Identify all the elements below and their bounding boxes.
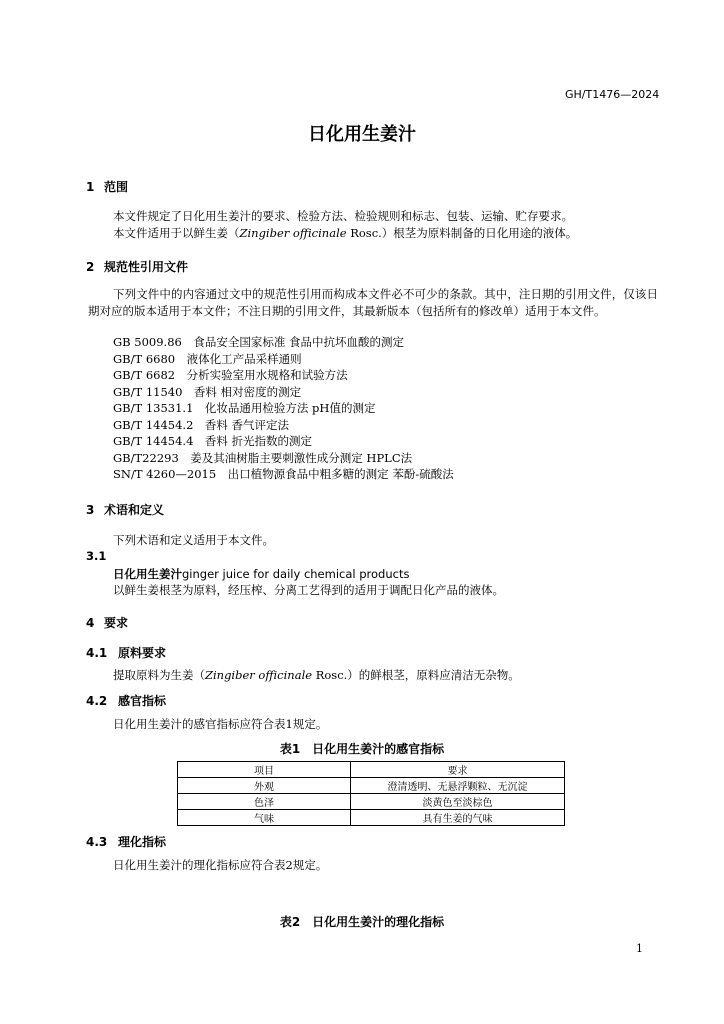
section-number: 3: [86, 503, 95, 517]
subsection-title: 理化指标: [118, 835, 167, 849]
subsection-4-2-heading: [86, 692, 166, 709]
table-header-cell: 要求: [351, 762, 565, 778]
table-cell: 澄清透明、无悬浮颗粒、无沉淀: [351, 778, 565, 794]
table-2-caption: 表2 日化用生姜汁的理化指标: [279, 915, 445, 929]
section-title: 范围: [104, 180, 129, 194]
subsection-4-1-heading: [86, 644, 166, 661]
subsection-number: 4.1: [86, 646, 108, 660]
physicochemical-paragraph: 日化用生姜汁的理化指标应符合表2规定。: [113, 858, 328, 872]
section-title: 规范性引用文件: [104, 260, 189, 274]
table-1-caption: 表1 日化用生姜汁的感官指标: [279, 742, 445, 756]
section-number: 2: [86, 260, 95, 274]
reference-item: GB/T 14454.4 香料 折光指数的测定: [113, 434, 313, 448]
terms-intro: 下列术语和定义适用于本文件。: [113, 533, 274, 547]
term-number: 3.1: [86, 549, 107, 563]
table-row: [178, 794, 565, 810]
reference-item: GB/T22293 姜及其油树脂主要刺激性成分测定 HPLC法: [113, 450, 413, 465]
table-cell: 色泽: [178, 794, 351, 810]
document-title: 日化用生姜汁: [308, 124, 416, 145]
table-header-cell: 项目: [178, 762, 351, 778]
term-english: ginger juice for daily chemical products: [182, 567, 410, 581]
table-cell: 外观: [178, 778, 351, 794]
table-cell: 气味: [178, 810, 351, 826]
table-row: [178, 810, 565, 826]
section-2-heading: [86, 258, 188, 275]
subsection-title: 感官指标: [118, 694, 167, 708]
section-number: 1: [86, 180, 95, 194]
term-entry: [113, 566, 409, 582]
section-title: 要求: [104, 616, 129, 630]
subsection-number: 4.2: [86, 694, 108, 708]
term-chinese: 日化用生姜汁: [113, 567, 182, 581]
sensory-paragraph: 日化用生姜汁的感官指标应符合表1规定。: [113, 717, 328, 731]
term-definition: 以鲜生姜根茎为原料，经压榨、分离工艺得到的适用于调配日化产品的液体。: [113, 583, 504, 597]
reference-item: GB/T 14454.2 香料 香气评定法: [113, 417, 290, 432]
table-cell: 淡黄色至淡棕色: [351, 794, 565, 810]
subsection-title: 原料要求: [118, 646, 167, 660]
reference-list: [113, 334, 454, 483]
section-1-heading: [86, 178, 128, 195]
table-header-row: [178, 762, 565, 778]
reference-item: GB/T 6682 分析实验室用水规格和试验方法: [113, 368, 348, 382]
subsection-number: 4.3: [86, 835, 108, 849]
section-number: 4: [86, 616, 95, 630]
raw-material-paragraph: 提取原料为生姜（Zingiber officinale Rosc.）的鲜根茎，原料应清洁无杂物。: [113, 668, 520, 682]
reference-item: GB 5009.86 食品安全国家标准 食品中抗坏血酸的测定: [113, 335, 405, 349]
scope-paragraph-2: 本文件适用于以鲜生姜（Zingiber officinale Rosc.）根茎为原料制备的日化用途的液体。: [113, 226, 578, 240]
page-number: 1: [636, 942, 643, 955]
reference-item: GB/T 13531.1 化妆品通用检验方法 pH值的测定: [113, 401, 376, 415]
section-title: 术语和定义: [104, 503, 165, 517]
normative-references-intro: 下列文件中的内容通过文中的规范性引用而构成本文件必不可少的条款。其中，注日期的引用文件，仅该日期对应的版本适用于本文件；不注日期的引用文件，其最新版本（包括所有的修改单）适用于本文件。: [88, 287, 658, 318]
section-3-heading: [86, 501, 164, 518]
sensory-table: [177, 761, 565, 826]
reference-item: GB/T 6680 液体化工产品采样通则: [113, 351, 302, 366]
table-row: [178, 778, 565, 794]
scope-paragraph-1: 本文件规定了日化用生姜汁的要求、检验方法、检验规则和标志、包装、运输、贮存要求。: [113, 209, 573, 223]
table-cell: 具有生姜的气味: [351, 810, 565, 826]
subsection-4-3-heading: [86, 833, 166, 850]
section-4-heading: [86, 614, 128, 631]
document-code: GH/T1476—2024: [565, 88, 660, 101]
reference-item: GB/T 11540 香料 相对密度的测定: [113, 384, 302, 399]
reference-item: SN/T 4260—2015 出口植物源食品中粗多糖的测定 苯酚-硫酸法: [113, 467, 454, 481]
